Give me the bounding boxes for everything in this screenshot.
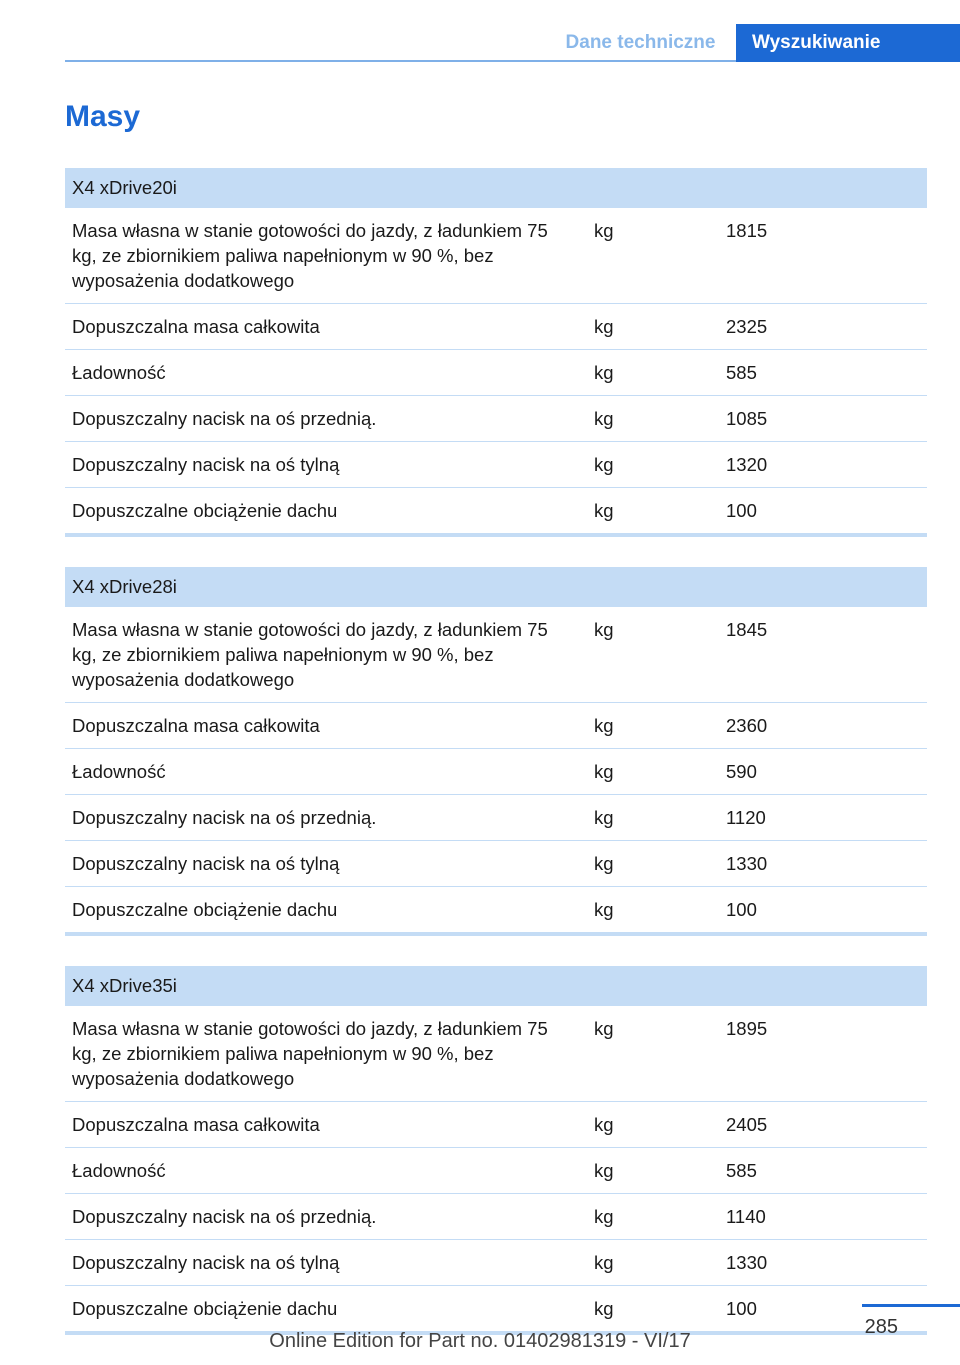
model-heading: X4 xDrive20i <box>65 168 927 208</box>
row-unit: kg <box>587 208 719 304</box>
row-value: 100 <box>719 887 927 935</box>
table-row <box>65 1006 927 1102</box>
row-label: Ładowność <box>65 350 587 396</box>
table-row <box>65 887 927 935</box>
row-value: 2360 <box>719 703 927 749</box>
spec-table-xdrive35i <box>65 966 927 1335</box>
row-value: 590 <box>719 749 927 795</box>
row-label: Dopuszczalny nacisk na oś przednią. <box>65 396 587 442</box>
row-label: Ładowność <box>65 1148 587 1194</box>
row-unit: kg <box>587 1148 719 1194</box>
table-row <box>65 607 927 703</box>
spec-table-xdrive28i <box>65 567 927 936</box>
table-row <box>65 1102 927 1148</box>
table-row <box>65 841 927 887</box>
table-header-row <box>65 168 927 208</box>
table-row <box>65 1194 927 1240</box>
table-row <box>65 208 927 304</box>
row-unit: kg <box>587 1240 719 1286</box>
table-row <box>65 350 927 396</box>
row-label: Dopuszczalny nacisk na oś przednią. <box>65 1194 587 1240</box>
row-label: Dopuszczalna masa całkowita <box>65 1102 587 1148</box>
row-value: 1140 <box>719 1194 927 1240</box>
tab-dane-techniczne[interactable]: Dane techniczne <box>565 32 716 53</box>
row-label: Masa własna w stanie gotowości do jazdy, z ładunkiem 75 kg, ze zbiornikiem paliwa napełnionym w 90 %, bez wyposażenia dodatkowego <box>65 208 587 304</box>
table-row <box>65 396 927 442</box>
row-unit: kg <box>587 703 719 749</box>
row-unit: kg <box>587 1194 719 1240</box>
row-value: 2405 <box>719 1102 927 1148</box>
table-row <box>65 1240 927 1286</box>
row-unit: kg <box>587 1102 719 1148</box>
row-value: 1815 <box>719 208 927 304</box>
row-value: 2325 <box>719 304 927 350</box>
model-heading: X4 xDrive28i <box>65 567 927 607</box>
row-unit: kg <box>587 350 719 396</box>
row-label: Masa własna w stanie gotowości do jazdy, z ładunkiem 75 kg, ze zbiornikiem paliwa napełnionym w 90 %, bez wyposażenia dodatkowego <box>65 1006 587 1102</box>
row-label: Dopuszczalna masa całkowita <box>65 703 587 749</box>
table-row <box>65 488 927 536</box>
row-unit: kg <box>587 749 719 795</box>
row-value: 585 <box>719 1148 927 1194</box>
row-unit: kg <box>587 887 719 935</box>
table-row <box>65 1148 927 1194</box>
page-title: Masy <box>65 100 141 133</box>
footer-edition-note: Online Edition for Part no. 01402981319 - VI/17 <box>269 1330 691 1352</box>
row-unit: kg <box>587 795 719 841</box>
row-unit: kg <box>587 607 719 703</box>
row-unit: kg <box>587 1006 719 1102</box>
table-row <box>65 795 927 841</box>
row-unit: kg <box>587 304 719 350</box>
row-label: Dopuszczalny nacisk na oś tylną <box>65 1240 587 1286</box>
spec-tables <box>65 168 927 1365</box>
table-header-row <box>65 567 927 607</box>
table-header-row <box>65 966 927 1006</box>
spec-table-xdrive20i <box>65 168 927 537</box>
row-label: Dopuszczalny nacisk na oś tylną <box>65 841 587 887</box>
row-value: 1320 <box>719 442 927 488</box>
row-unit: kg <box>587 396 719 442</box>
row-label: Ładowność <box>65 749 587 795</box>
row-value: 1120 <box>719 795 927 841</box>
row-label: Dopuszczalne obciążenie dachu <box>65 887 587 935</box>
table-row <box>65 304 927 350</box>
row-value: 585 <box>719 350 927 396</box>
row-label: Dopuszczalny nacisk na oś przednią. <box>65 795 587 841</box>
row-unit: kg <box>587 442 719 488</box>
row-value: 1330 <box>719 841 927 887</box>
row-label: Masa własna w stanie gotowości do jazdy, z ładunkiem 75 kg, ze zbiornikiem paliwa napełnionym w 90 %, bez wyposażenia dodatkowego <box>65 607 587 703</box>
row-unit: kg <box>587 1286 719 1334</box>
row-value: 1895 <box>719 1006 927 1102</box>
footer-divider <box>862 1304 960 1307</box>
row-unit: kg <box>587 488 719 536</box>
table-row <box>65 1286 927 1334</box>
tab-wyszukiwanie[interactable]: Wyszukiwanie <box>736 24 960 62</box>
row-value: 1085 <box>719 396 927 442</box>
row-value: 1330 <box>719 1240 927 1286</box>
table-row <box>65 749 927 795</box>
row-unit: kg <box>587 841 719 887</box>
model-heading: X4 xDrive35i <box>65 966 927 1006</box>
row-value: 100 <box>719 1286 927 1334</box>
page-number: 285 <box>864 1316 898 1338</box>
table-row <box>65 442 927 488</box>
row-label: Dopuszczalne obciążenie dachu <box>65 488 587 536</box>
row-label: Dopuszczalny nacisk na oś tylną <box>65 442 587 488</box>
table-row <box>65 703 927 749</box>
row-value: 1845 <box>719 607 927 703</box>
row-label: Dopuszczalne obciążenie dachu <box>65 1286 587 1334</box>
row-value: 100 <box>719 488 927 536</box>
row-label: Dopuszczalna masa całkowita <box>65 304 587 350</box>
